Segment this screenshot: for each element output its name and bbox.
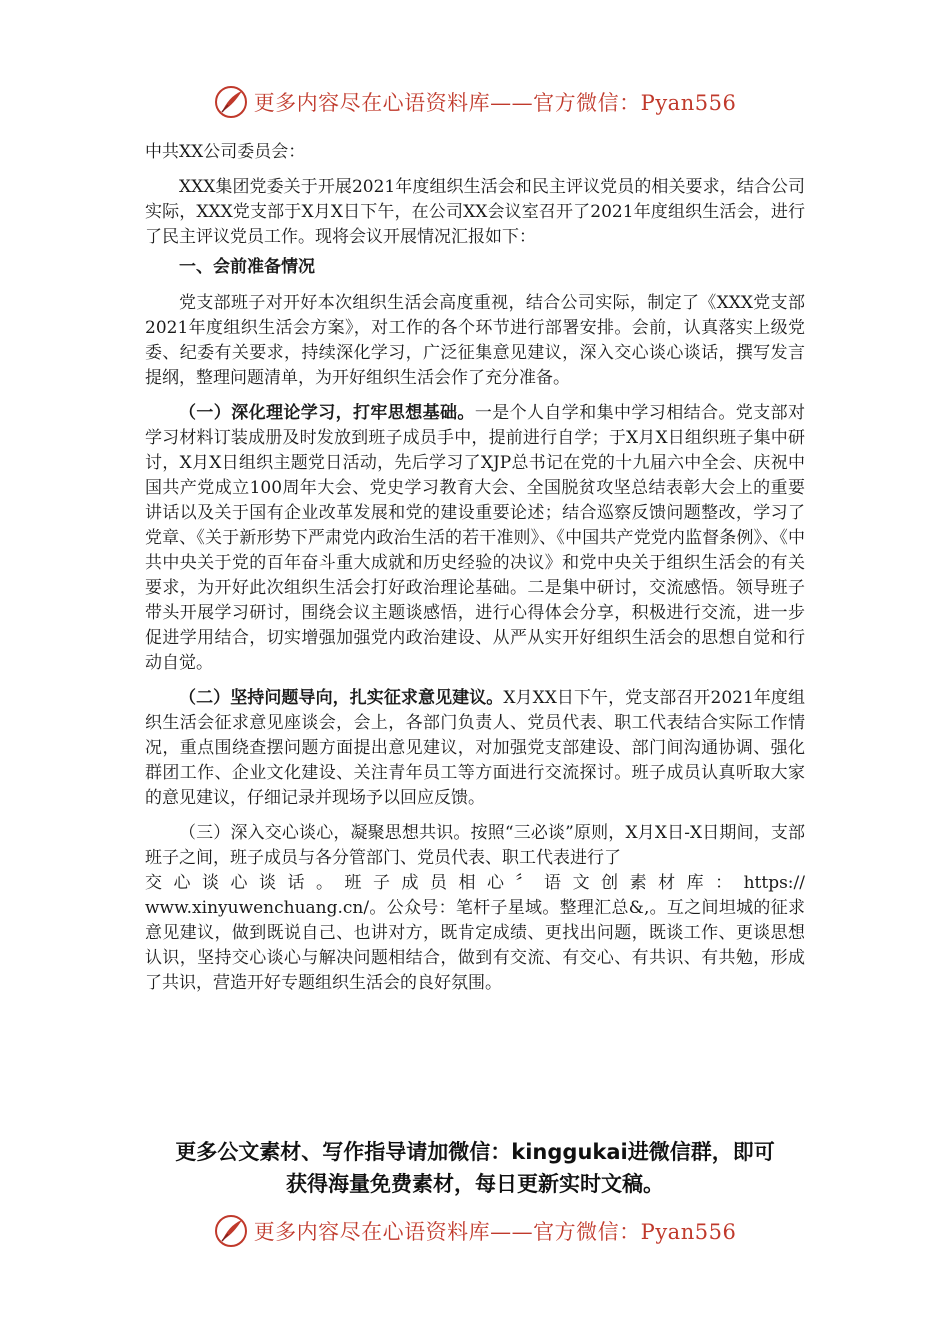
item-paragraph-1 (145, 401, 805, 676)
document-body (145, 140, 805, 996)
section-paragraph: 党支部班子对开好本次组织生活会高度重视，结合公司实际，制定了《XXX党支部2021年度组织生活会方案》，对工作的各个环节进行部署安排。会前，认真落实上级党委、纪委有关要求，持续深化学习，广泛征集意见建议，深入交心谈心谈话，撰写发言提纲，整理问题清单，为开好组织生活会作了充分准备。 (145, 293, 805, 388)
quill-logo-icon (214, 1214, 248, 1248)
intro-paragraph: XXX集团党委关于开展2021年度组织生活会和民主评议党员的相关要求，结合公司实际，XXX党支部于X月X日下午，在公司XX会议室召开了2021年度组织生活会，进行了民主评议党员工作。现将会议开展情况汇报如下： (145, 177, 805, 247)
footer-note (100, 1136, 850, 1200)
item-paragraph-3-rest: www.xinyuwenchuang.cn/。公众号：笔杆子星域。整理汇总&,。互之间坦城的征求意见建议，做到既说自己、也讲对方，既肯定成绩、更找出问题，既谈工作、更谈思想认识，坚持交心谈心与解决问题相结合，做到有交流、有交心、有共识、有共勉，形成了共识，营造开好专题组织生活会的良好氛围。 (145, 898, 805, 993)
footer-note-line-2: 获得海量免费素材，每日更新实时文稿。 (286, 1172, 664, 1196)
section-heading: 一、会前准备情况 (179, 257, 315, 277)
banner-text: 更多内容尽在心语资料库——官方微信：Pyan556 (253, 91, 737, 115)
item-title-1: （一）深化理论学习，打牢思想基础。 (179, 403, 475, 423)
header-banner (0, 82, 950, 122)
quill-logo-icon (214, 85, 248, 119)
item-body-1: 一是个人自学和集中学习相结合。党支部对学习材料订装成册及时发放到班子成员手中，提前进行自学；于X月X日组织班子集中研讨，X月X日组织主题党日活动，先后学习了XJP总书记在党的十九届六中全会、庆祝中国共产党成立100周年大会、党史学习教育大会、全国脱贫攻坚总结表彰大会上的重要讲话以及关于国有企业改革发展和党的建设重要论述；结合巡察反馈问题整改，学习了党章、《关于新形势下严肃党内政治生活的若干准则》、《中国共产党党内监督条例》、《中共中央关于党的百年奋斗重大成就和历史经验的决议》和党中央关于组织生活会的有关要求，为开好此次组织生活会打好政治理论基础。二是集中研讨，交流感悟。领导班子带头开展学习研讨，围绕会议主题谈感悟，进行心得体会分享，积极进行交流，进一步促进学用结合，切实增强加强党内政治建设、从严从实开好组织生活会的思想自觉和行动自觉。 (145, 403, 806, 673)
item-paragraph-3: （三）深入交心谈心，凝聚思想共识。按照“三必谈”原则，X月X日-X日期间，支部班子之间，班子成员与各分管部门、党员代表、职工代表进行了 (145, 823, 805, 868)
item-body-2: X月XX日下午，党支部召开2021年度组织生活会征求意见座谈会，会上，各部门负责人、党员代表、职工代表结合实际工作情况，重点围绕查摆问题方面提出意见建议，对加强党支部建设、部门间沟通协调、强化群团工作、企业文化建设、关注青年员工等方面进行交流探讨。班子成员认真听取大家的意见建议，仔细记录并现场予以回应反馈。 (145, 688, 805, 808)
footer-note-line-1: 更多公文素材、写作指导请加微信：kinggukai进微信群，即可 (175, 1140, 775, 1164)
item-paragraph-2 (145, 686, 805, 811)
banner-text: 更多内容尽在心语资料库——官方微信：Pyan556 (253, 1220, 737, 1244)
item-title-2: （二）坚持问题导向，扎实征求意见建议。 (179, 688, 504, 708)
footer-banner (0, 1211, 950, 1251)
salutation: 中共XX公司委员会： (145, 142, 306, 162)
item-paragraph-3-line: 交心谈心谈话。班子成员相心〞语文创素材库：https:// (145, 873, 805, 893)
